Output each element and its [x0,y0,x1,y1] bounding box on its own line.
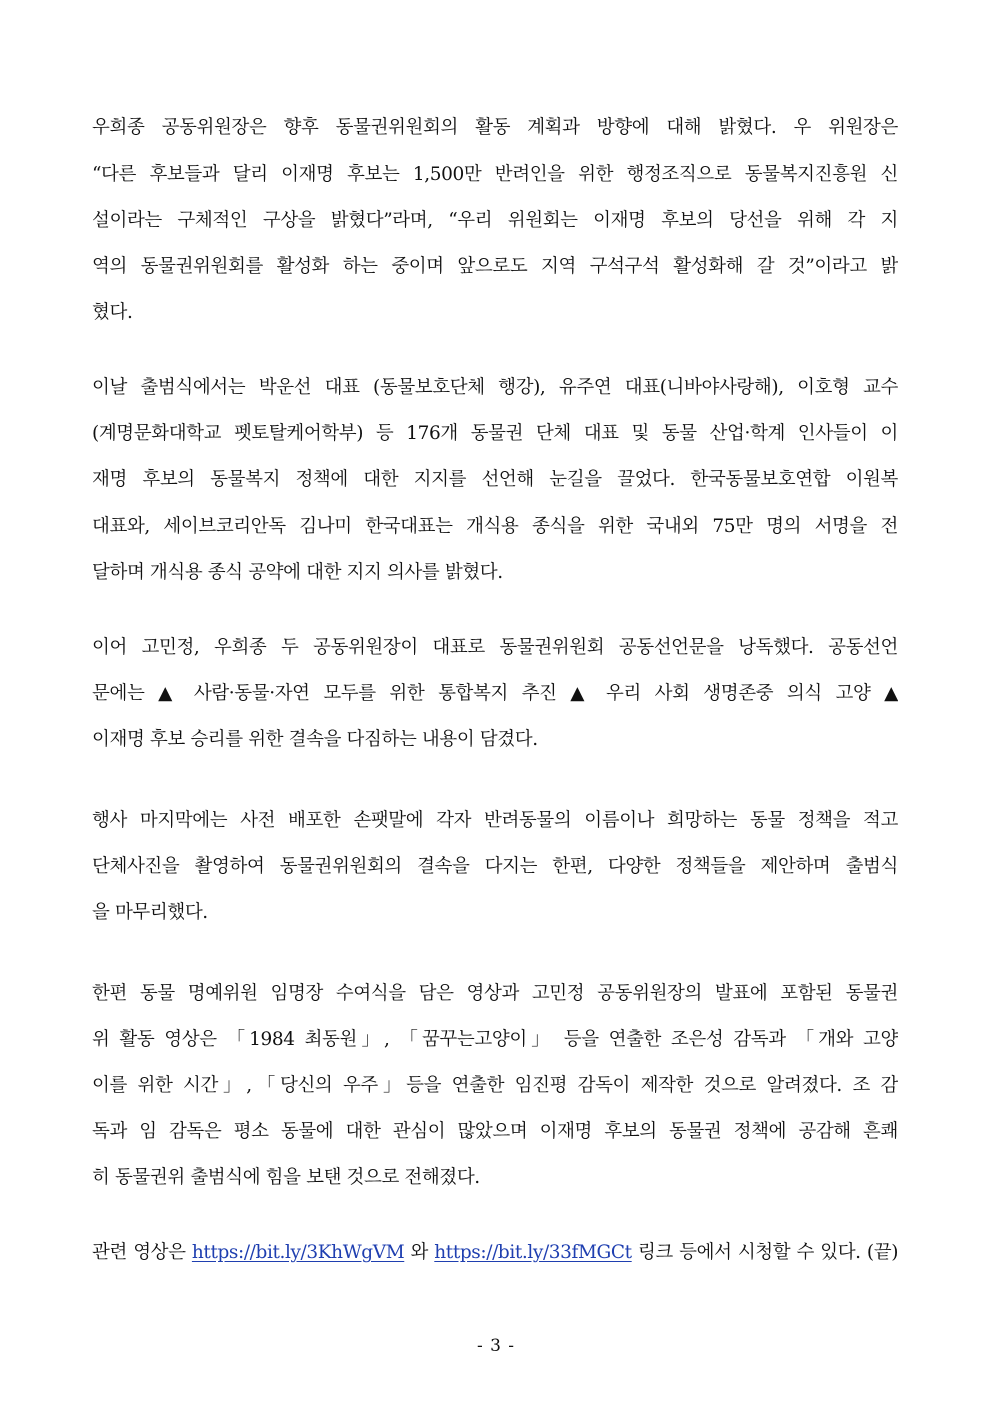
paragraph-5-line-4: 독과 임 감독은 평소 동물에 대한 관심이 많았으며 이재명 후보의 동물권 정책에 공감해 흔쾌 [92,1121,898,1142]
paragraph-4-line-2: 단체사진을 촬영하여 동물권위원회의 결속을 다지는 한편, 다양한 정책들을 제안하며 출범식 [92,856,898,877]
paragraph-4-line-1: 행사 마지막에는 사전 배포한 손팻말에 각자 반려동물의 이름이나 희망하는 동물 정책을 적고 [92,810,898,831]
paragraph-1-line-1: 우희종 공동위원장은 향후 동물권위원회의 활동 계획과 방향에 대해 밝혔다. 우 위원장은 [92,117,898,138]
paragraph-2-line-1: 이날 출범식에서는 박운선 대표 (동물보호단체 행강), 유주연 대표(니바야사랑해), 이호형 교수 [92,377,898,398]
paragraph-2-line-2: (계명문화대학교 펫토탈케어학부) 등 176개 동물권 단체 대표 및 동물 산업·학계 인사들이 이 [92,423,898,444]
paragraph-2-line-4: 대표와, 세이브코리안독 김나미 한국대표는 개식용 종식을 위한 국내외 75만 명의 서명을 전 [92,516,898,537]
related-video-line [92,1238,898,1268]
paragraph-3-line-2: 문에는 ▲ 사람·동물·자연 모두를 위한 통합복지 추진 ▲ 우리 사회 생명존중 의식 고양 ▲ [92,683,898,704]
paragraph-3-line-3: 이재명 후보 승리를 위한 결속을 다짐하는 내용이 담겼다. [92,729,538,750]
paragraph-2-line-3: 재명 후보의 동물복지 정책에 대한 지지를 선언해 눈길을 끌었다. 한국동물보호연합 이원복 [92,469,898,490]
paragraph-5-line-3: 이를 위한 시간」,「당신의 우주」등을 연출한 임진평 감독이 제작한 것으로 알려졌다. 조 감 [92,1075,898,1096]
paragraph-5-line-2: 위 활동 영상은 「1984 최동원」, 「꿈꾸는고양이」 등을 연출한 조은성 감독과 「개와 고양 [92,1029,898,1050]
paragraph-1-line-3: 설이라는 구체적인 구상을 밝혔다”라며, “우리 위원회는 이재명 후보의 당선을 위해 각 지 [92,210,898,231]
video-link-1[interactable]: https://bit.ly/3KhWgVM [191,1242,405,1263]
page-number: - 3 - [476,1336,516,1356]
paragraph-1-line-5: 혔다. [92,302,133,323]
paragraph-1-line-2: “다른 후보들과 달리 이재명 후보는 1,500만 반려인을 위한 행정조직으로 동물복지진흥원 신 [92,164,898,185]
paragraph-2-line-5: 달하며 개식용 종식 공약에 대한 지지 의사를 밝혔다. [92,562,503,583]
related-video-middle: 와 [410,1242,429,1263]
related-video-prefix: 관련 영상은 [92,1242,186,1263]
paragraph-1-line-4: 역의 동물권위원회를 활성화 하는 중이며 앞으로도 지역 구석구석 활성화해 갈 것”이라고 밝 [92,256,898,277]
related-video-suffix: 링크 등에서 시청할 수 있다. (끝) [637,1242,898,1263]
video-link-2[interactable]: https://bit.ly/33fMGCt [434,1242,632,1263]
paragraph-5-line-5: 히 동물권위 출범식에 힘을 보탠 것으로 전해졌다. [92,1167,480,1188]
paragraph-4-line-3: 을 마무리했다. [92,902,208,923]
paragraph-3-line-1: 이어 고민정, 우희종 두 공동위원장이 대표로 동물권위원회 공동선언문을 낭독했다. 공동선언 [92,637,898,658]
paragraph-5-line-1: 한편 동물 명예위원 임명장 수여식을 담은 영상과 고민정 공동위원장의 발표에 포함된 동물권 [92,983,898,1004]
